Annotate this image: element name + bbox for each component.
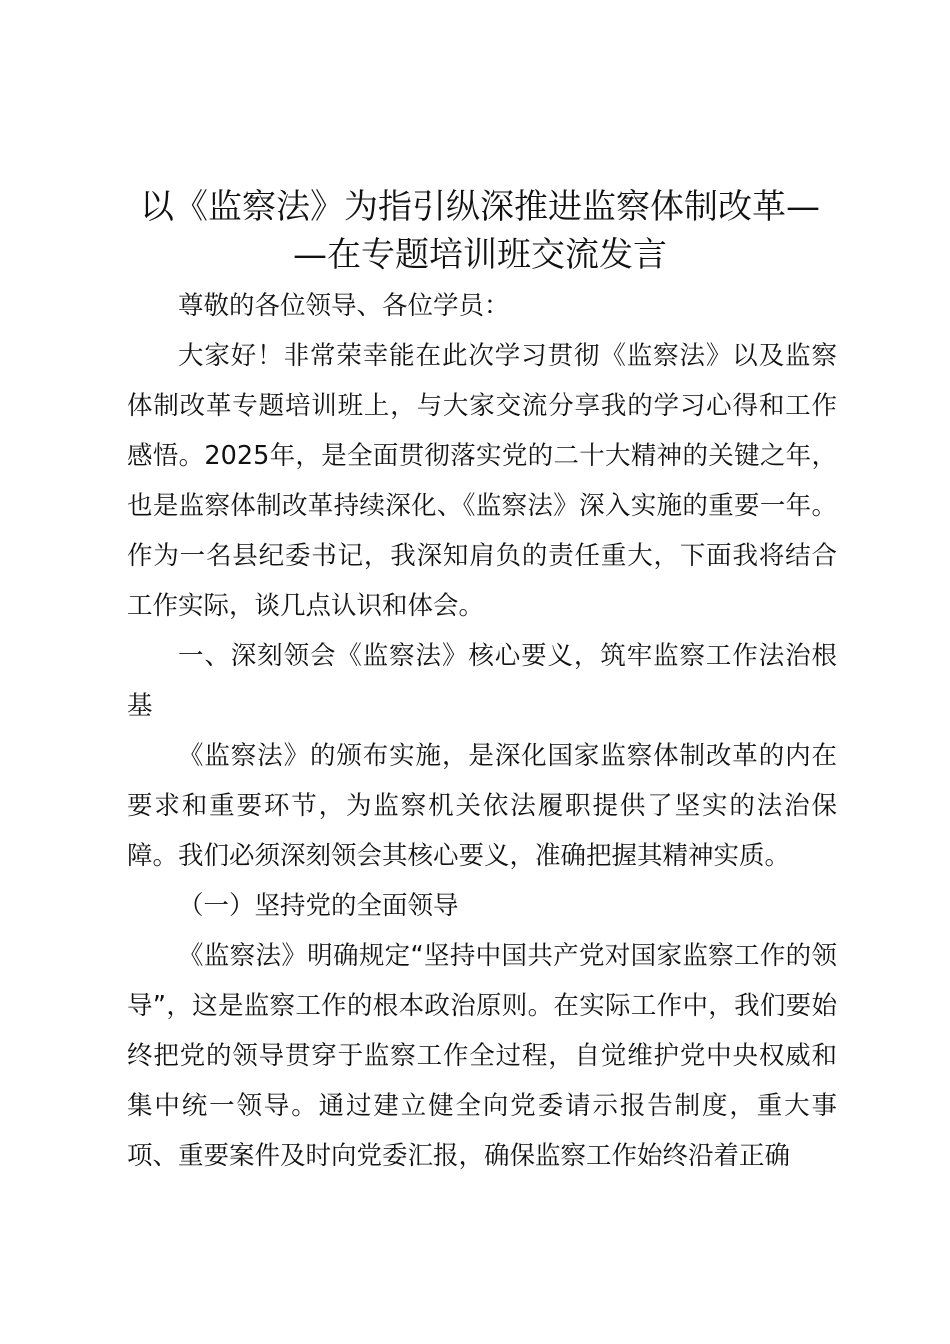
party-leadership-paragraph: 《监察法》明确规定“坚持中国共产党对国家监察工作的领导”，这是监察工作的根本政治原则。在实际工作中，我们要始终把党的领导贯穿于监察工作全过程，自觉维护党中央权威和集中统一领导。通过建立健全向党委请示报告制度，重大事项、重要案件及时向党委汇报，确保监察工作始终沿着正确 xyxy=(127,941,837,1171)
document-title-line-2: —在专题培训班交流发言 xyxy=(293,235,667,275)
subsection-heading-1-1: （一）坚持党的全面领导 xyxy=(178,891,459,921)
document-title-line-1: 以《监察法》为指引纵深推进监察体制改革— xyxy=(140,187,820,227)
law-significance-paragraph: 《监察法》的颁布实施，是深化国家监察体制改革的内在要求和重要环节，为监察机关依法履职提供了坚实的法治保障。我们必须深刻领会其核心要义，准确把握其精神实质。 xyxy=(127,741,837,871)
greeting-paragraph: 尊敬的各位领导、各位学员： xyxy=(178,291,510,321)
section-heading-1: 一、深刻领会《监察法》核心要义，筑牢监察工作法治根基 xyxy=(127,641,837,721)
intro-paragraph: 大家好！非常荣幸能在此次学习贯彻《监察法》以及监察体制改革专题培训班上，与大家交流分享我的学习心得和工作感悟。2025年，是全面贯彻落实党的二十大精神的关键之年，也是监察体制改革持续深化、《监察法》深入实施的重要一年。作为一名县纪委书记，我深知肩负的责任重大，下面我将结合工作实际，谈几点认识和体会。 xyxy=(127,341,837,621)
